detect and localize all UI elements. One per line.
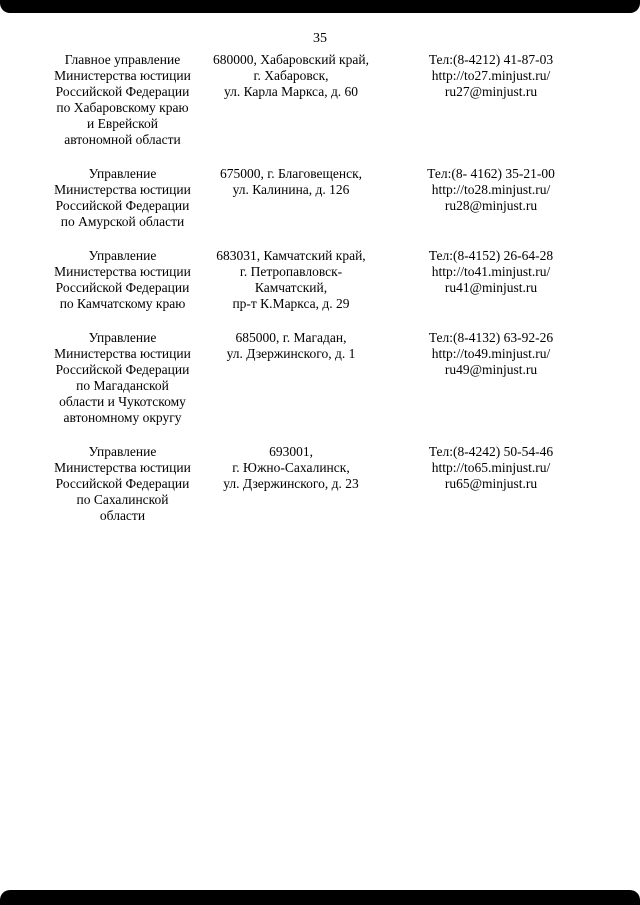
office-name	[40, 166, 205, 230]
office-address	[205, 330, 377, 362]
text-line: 683031, Камчатский край,	[216, 248, 366, 263]
text-line: по Камчатскому краю	[59, 296, 186, 311]
text-line: Тел:(8-4132) 63-92-26	[428, 330, 554, 345]
table-row	[40, 166, 640, 230]
text-line: Министерства юстиции	[54, 346, 191, 361]
office-address	[205, 52, 377, 100]
text-line: 675000, г. Благовещенск,	[219, 166, 363, 181]
text-line: Управление	[88, 248, 157, 263]
text-line: http://to65.minjust.ru/	[431, 460, 551, 475]
text-line: Министерства юстиции	[54, 182, 191, 197]
offices-table	[0, 47, 640, 524]
text-line: пр-т К.Маркса, д. 29	[232, 296, 350, 311]
office-name	[40, 444, 205, 524]
office-contact	[412, 166, 570, 214]
text-line: http://to28.minjust.ru/	[431, 182, 551, 197]
text-line: 685000, г. Магадан,	[235, 330, 347, 345]
text-line: Российской Федерации	[55, 362, 190, 377]
text-line: по Хабаровскому краю	[56, 100, 189, 115]
text-line: г. Хабаровск,	[253, 68, 329, 83]
text-line: Тел:(8-4212) 41-87-03	[428, 52, 554, 67]
text-line: по Магаданской	[76, 378, 169, 393]
text-line: Управление	[88, 166, 157, 181]
text-line: ru65@minjust.ru	[444, 476, 538, 491]
text-line: г. Петропавловск-	[239, 264, 343, 279]
office-name	[40, 330, 205, 426]
text-line: Министерства юстиции	[54, 68, 191, 83]
text-line: Управление	[88, 330, 157, 345]
text-line: Министерства юстиции	[54, 460, 191, 475]
text-line: области и Чукотскому	[59, 394, 186, 409]
text-line: Российской Федерации	[55, 476, 190, 491]
office-contact	[412, 52, 570, 100]
text-line: Тел:(8-4242) 50-54-46	[428, 444, 554, 459]
table-row	[40, 248, 640, 312]
text-line: Тел:(8-4152) 26-64-28	[428, 248, 554, 263]
text-line: автономной области	[64, 132, 181, 147]
text-line: Камчатский,	[254, 280, 328, 295]
text-line: ул. Дзержинского, д. 23	[223, 476, 359, 491]
text-line: Российской Федерации	[55, 198, 190, 213]
office-name	[40, 248, 205, 312]
text-line: http://to41.minjust.ru/	[431, 264, 551, 279]
table-row	[40, 444, 640, 524]
office-name	[40, 52, 205, 148]
text-line: ул. Калинина, д. 126	[232, 182, 350, 197]
text-line: Российской Федерации	[55, 280, 190, 295]
office-address	[205, 166, 377, 198]
text-line: ул. Дзержинского, д. 1	[226, 346, 356, 361]
text-line: Управление	[88, 444, 157, 459]
text-line: Тел:(8- 4162) 35-21-00	[427, 166, 555, 181]
text-line: http://to49.minjust.ru/	[431, 346, 551, 361]
text-line: ru27@minjust.ru	[444, 84, 538, 99]
office-address	[205, 444, 377, 492]
office-address	[205, 248, 377, 312]
text-line: по Амурской области	[60, 214, 185, 229]
text-line: http://to27.minjust.ru/	[431, 68, 551, 83]
table-row	[40, 52, 640, 148]
office-contact	[412, 248, 570, 296]
table-row	[40, 330, 640, 426]
office-contact	[412, 330, 570, 378]
text-line: ru28@minjust.ru	[444, 198, 538, 213]
office-contact	[412, 444, 570, 492]
text-line: ru49@minjust.ru	[444, 362, 538, 377]
scan-edge-top	[0, 0, 640, 13]
text-line: ru41@minjust.ru	[444, 280, 538, 295]
text-line: Российской Федерации	[55, 84, 190, 99]
text-line: и Еврейской	[86, 116, 159, 131]
text-line: Главное управление	[64, 52, 181, 67]
text-line: ул. Карла Маркса, д. 60	[223, 84, 359, 99]
text-line: области	[99, 508, 146, 523]
text-line: по Сахалинской	[76, 492, 169, 507]
text-line: автономному округу	[63, 410, 182, 425]
page-number: 35	[313, 31, 327, 46]
text-line: Министерства юстиции	[54, 264, 191, 279]
text-line: г. Южно-Сахалинск,	[232, 460, 350, 475]
text-line: 680000, Хабаровский край,	[213, 52, 369, 67]
scan-edge-bottom	[0, 890, 640, 905]
text-line: 693001,	[269, 444, 313, 459]
